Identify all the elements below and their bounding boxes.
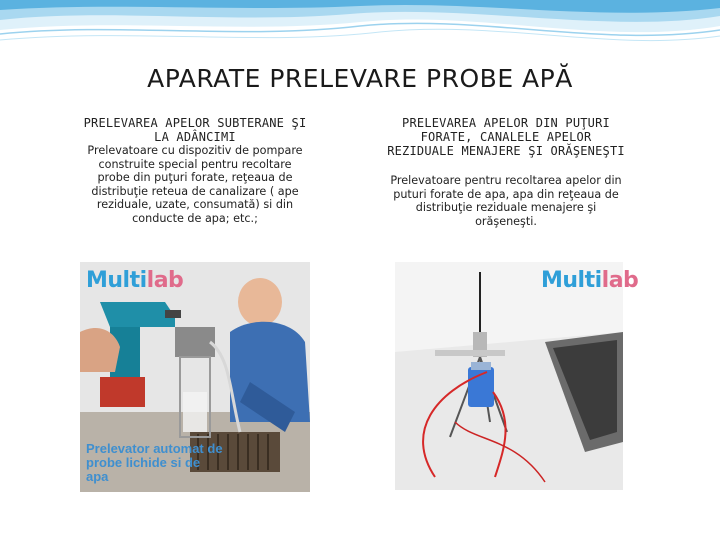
water-sampler-photo <box>80 262 310 492</box>
decorative-wave-header <box>0 0 720 60</box>
left-column <box>82 116 308 226</box>
right-heading: PRELEVAREA APELOR DIN PUŢURI FORATE, CANALELE APELOR REZIDUALE MENAJERE ŞI ORĂŞENEŞTI <box>387 116 625 158</box>
left-heading: PRELEVAREA APELOR SUBTERANE ŞI LA ADÂNCIMI <box>83 116 307 144</box>
tripod-sampler-photo <box>395 262 639 490</box>
photo-caption: Prelevator automat de probe lichide si de apa <box>86 441 223 484</box>
left-description: Prelevatoare cu dispozitiv de pompare construite special pentru recoltare probe din puţuri forate, reţeaua de distribuţie reteua de canalizare ( ape reziduale, uzate, consumată) si din conducte de apa; etc.; <box>87 144 303 225</box>
tripod-sampler-illustration <box>395 262 623 490</box>
multilab-logo: Multilab <box>86 268 184 293</box>
slide-title: APARATE PRELEVARE PROBE APĂ <box>147 64 573 93</box>
right-column <box>384 116 628 228</box>
multilab-logo: Multilab <box>541 268 639 293</box>
right-description: Prelevatoare pentru recoltarea apelor din puturi forate de apa, apa din reţeaua de distribuţie reziduale menajere şi orăşeneşti. <box>390 174 622 228</box>
